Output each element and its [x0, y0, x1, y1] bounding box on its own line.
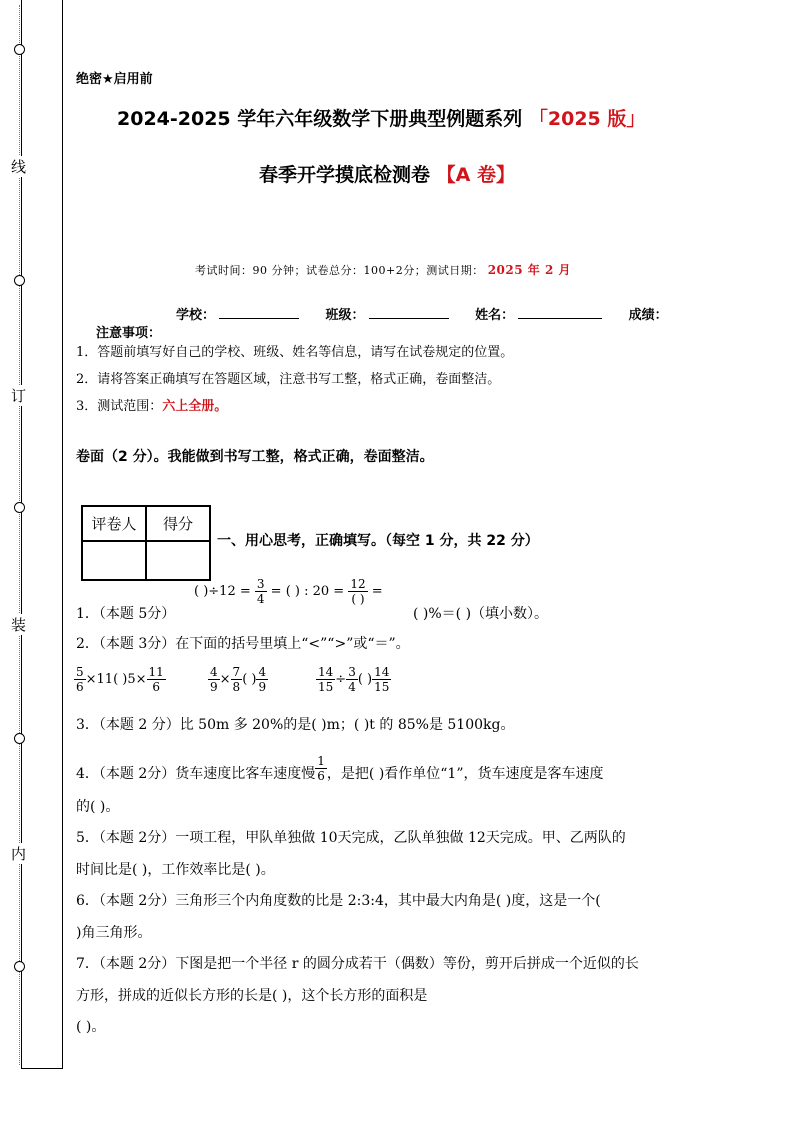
- q4-line2: 的( )。: [76, 799, 120, 815]
- exam-info-text: 考试时间：90 分钟；试卷总分：100+2分；测试日期：: [195, 264, 484, 277]
- q1-prefix: 1．（本题 5分）: [76, 606, 176, 622]
- binding-char-inner: 内: [11, 845, 27, 863]
- q2-item-1: $\frac{5}{6}$ ×11( )5× $\frac{11}{6}$: [76, 665, 164, 694]
- q7-line3: ( )。: [76, 1019, 106, 1035]
- grader-cell[interactable]: [82, 541, 146, 580]
- binding-char-line: 线: [11, 158, 27, 176]
- exam-date: 2025 年 2 月: [487, 263, 571, 277]
- title-text: 2024-2025 学年六年级数学下册典型例题系列: [117, 108, 523, 130]
- section-heading: 一、用心思考，正确填写。（每空 1 分，共 22 分）: [217, 533, 539, 549]
- q6-line1: 6．（本题 2分）三角形三个内角度数的比是 2:3:4，其中最大内角是( )度，这是一个(: [76, 893, 601, 909]
- q2-item-3: $\frac{14}{15}$ ÷ $\frac{3}{4}$ ( ) $\frac{14}{15}$: [318, 665, 390, 694]
- q1-fraction: $\frac{12}{( )}$: [350, 577, 366, 606]
- student-fields: [176, 304, 668, 323]
- notes-heading: 注意事项：: [96, 326, 162, 341]
- neatness-statement: 卷面（2 分）。我能做到书写工整，格式正确，卷面整洁。: [76, 449, 434, 465]
- binding-char-bind: 装: [11, 616, 27, 634]
- class-blank[interactable]: [369, 318, 449, 319]
- q2-item-2: $\frac{4}{9}$ × $\frac{7}{8}$ ( ) $\frac{4}{9}$: [210, 665, 267, 694]
- note-item-text: 3．测试范围：: [76, 399, 163, 414]
- binding-hole-circle: [14, 961, 25, 972]
- school-blank[interactable]: [219, 318, 299, 319]
- title-edition: 「2025 版」: [528, 108, 646, 130]
- note-item: 1．答题前填写好自己的学校、班级、姓名等信息，请写在试卷规定的位置。: [76, 345, 514, 360]
- name-blank[interactable]: [518, 318, 602, 319]
- q5-line2: 时间比是( )，工作效率比是( )。: [76, 862, 275, 878]
- score-label: 成绩：: [628, 308, 668, 323]
- test-scope: 六上全册。: [162, 399, 228, 414]
- q1-fraction: $\frac{3}{4}$: [256, 577, 265, 606]
- binding-hole-circle: [14, 44, 25, 55]
- q1-expr: ( )÷12 =: [194, 584, 251, 599]
- binding-margin: [21, 0, 63, 1069]
- binding-char-order: 订: [11, 387, 27, 405]
- page-title-line2: [259, 160, 515, 187]
- q7-line1: 7．（本题 2分）下图是把一个半径 r 的圆分成若干（偶数）等份，剪开后拼成一个近似的长: [76, 956, 639, 972]
- q1-expr: =: [371, 584, 383, 599]
- title-text: 春季开学摸底检测卷: [259, 164, 431, 186]
- name-label: 姓名：: [475, 308, 515, 323]
- score-header: 得分: [146, 506, 210, 541]
- q4-fraction: $\frac{1}{6}$: [317, 754, 325, 783]
- binding-hole-circle: [14, 733, 25, 744]
- page-title-line1: [117, 104, 645, 131]
- class-label: 班级：: [325, 308, 365, 323]
- note-item: 2．请将答案正确填写在答题区域，注意书写工整，格式正确，卷面整洁。: [76, 372, 501, 387]
- score-cell[interactable]: [146, 541, 210, 580]
- q3-text: 3．（本题 2 分）比 50m 多 20%的是( )m；( )t 的 85%是 5100kg。: [76, 717, 515, 733]
- q4-line1: 4．（本题 2分）货车速度比客车速度慢 $\frac{1}{6}$ ，是把( )看作单位“1”，货车速度是客车速度: [76, 754, 604, 783]
- binding-hole-circle: [14, 502, 25, 513]
- binding-hole-circle: [14, 275, 25, 286]
- grader-header: 评卷人: [82, 506, 146, 541]
- q7-line2: 方形，拼成的近似长方形的长是( )，这个长方形的面积是: [76, 988, 428, 1004]
- q1-tail: ( )%＝( )（填小数）。: [413, 606, 549, 622]
- school-label: 学校：: [176, 308, 216, 323]
- title-paper-label: 【A 卷】: [436, 164, 515, 186]
- note-item: [76, 395, 227, 414]
- exam-info: [195, 261, 571, 278]
- q2-text: 2．（本题 3分）在下面的括号里填上“<”“>”或“＝”。: [76, 636, 410, 652]
- q1-equation: [194, 577, 383, 606]
- q6-line2: )角三角形。: [76, 925, 152, 941]
- confidential-label: 绝密★启用前: [76, 72, 153, 87]
- score-table: [81, 505, 211, 581]
- q1-expr: = ( ) : 20 =: [270, 584, 345, 599]
- q5-line1: 5．（本题 2分）一项工程，甲队单独做 10天完成，乙队单独做 12天完成。甲、乙两队的: [76, 830, 626, 846]
